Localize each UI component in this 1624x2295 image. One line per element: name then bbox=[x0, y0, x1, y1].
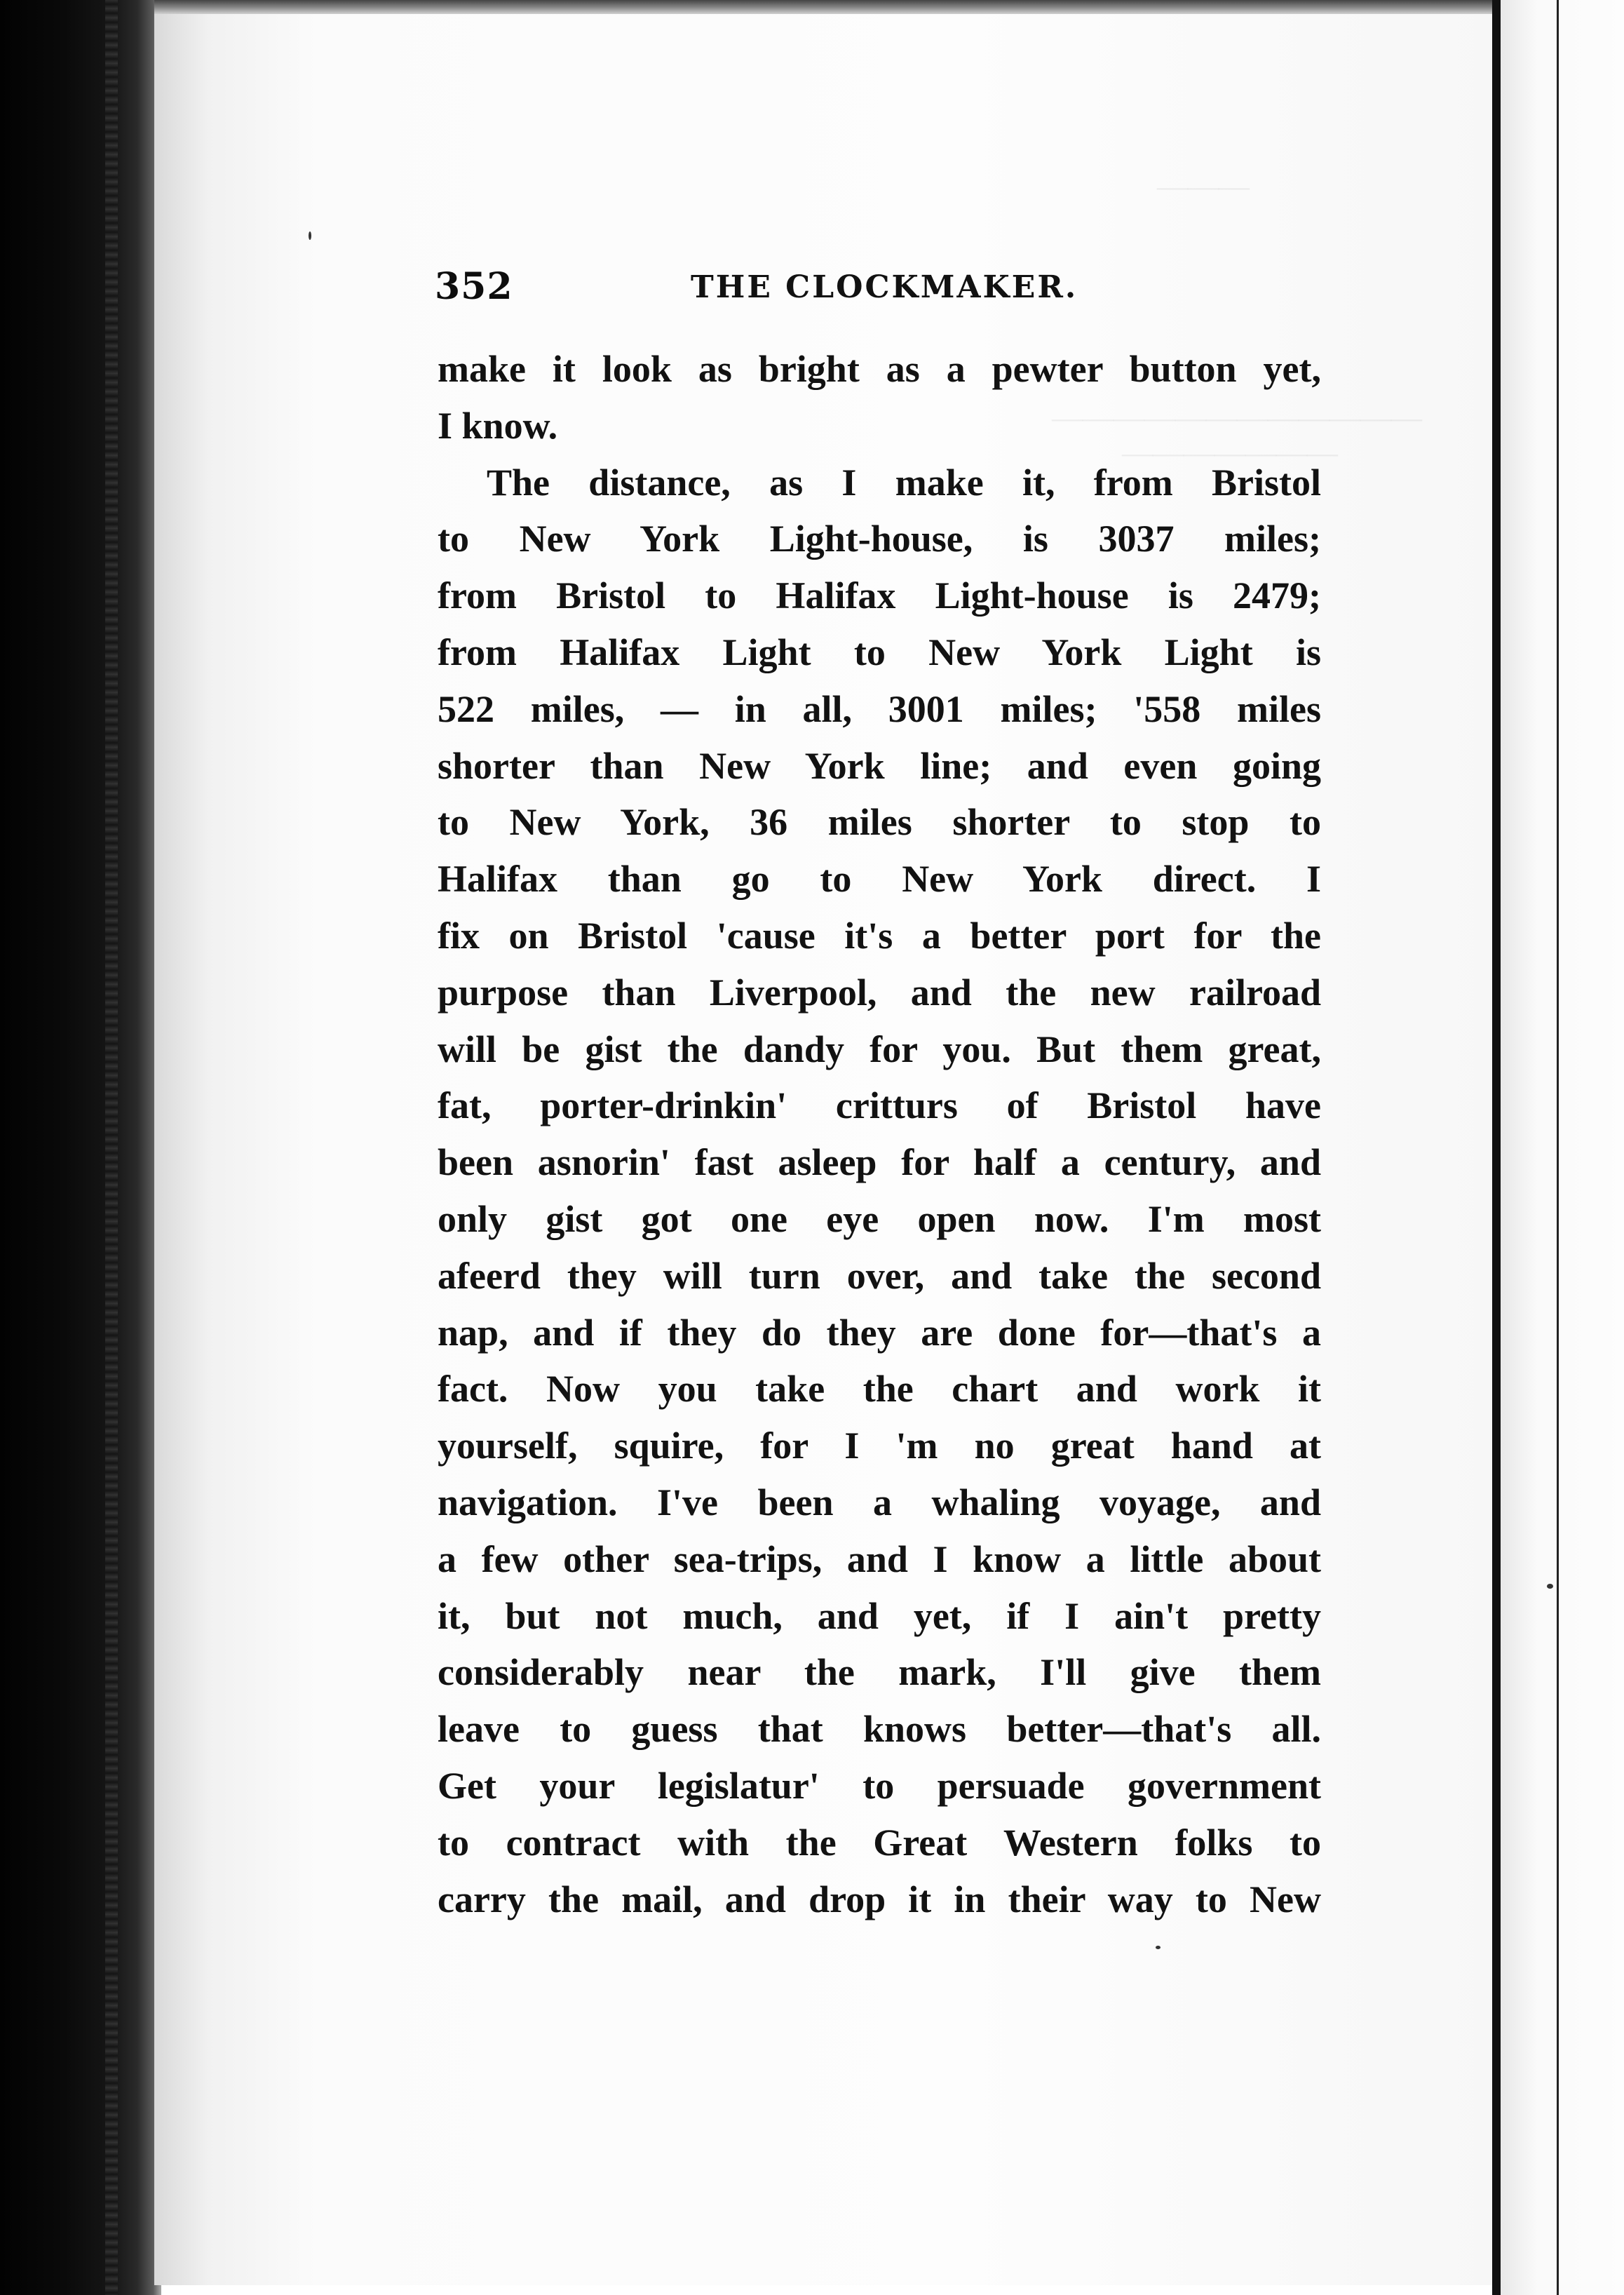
text-line: considerably near the mark, I'll give them bbox=[438, 1651, 1321, 1694]
text-line: nap, and if they do they are done for—that's a bbox=[438, 1311, 1321, 1354]
page-number: 352 bbox=[435, 265, 513, 308]
text-line: The distance, as I make it, from Bristol bbox=[487, 461, 1321, 504]
text-line: afeerd they will turn over, and take the second bbox=[438, 1254, 1321, 1297]
text-line: from Bristol to Halifax Light-house is 2479; bbox=[438, 574, 1321, 617]
text-line: shorter than New York line; and even going bbox=[438, 744, 1321, 787]
bleed-through-text: ——————— bbox=[1122, 436, 1338, 470]
text-line: to New York, 36 miles shorter to stop to bbox=[438, 801, 1321, 844]
text-line: to New York Light-house, is 3037 miles; bbox=[438, 518, 1321, 560]
scan-background-left bbox=[0, 0, 161, 2295]
text-line: from Halifax Light to New York Light is bbox=[438, 631, 1321, 673]
text-line: fact. Now you take the chart and work it bbox=[438, 1368, 1321, 1411]
text-line: yourself, squire, for I 'm no great hand at bbox=[438, 1425, 1321, 1467]
running-title: THE CLOCKMAKER. bbox=[691, 269, 1078, 305]
scan-background-right bbox=[1501, 0, 1624, 2295]
text-line: will be gist the dandy for you. But them great, bbox=[438, 1028, 1321, 1070]
text-line: a few other sea-trips, and I know a little about bbox=[438, 1537, 1321, 1580]
bleed-through-text: ——— bbox=[1157, 169, 1250, 203]
page-binding-shadow bbox=[1492, 0, 1501, 2295]
text-line: make it look as bright as a pewter button yet, bbox=[438, 348, 1321, 390]
text-line: to contract with the Great Western folks to bbox=[438, 1821, 1321, 1864]
text-line: been asnorin' fast asleep for half a century, and bbox=[438, 1141, 1321, 1184]
running-head bbox=[435, 265, 1318, 335]
text-line: fat, porter-drinkin' critturs of Bristol have bbox=[438, 1084, 1321, 1127]
scan-speck bbox=[309, 231, 311, 240]
scan-speck bbox=[1156, 1946, 1161, 1949]
text-line: leave to guess that knows better—that's all. bbox=[438, 1708, 1321, 1751]
bleed-through-text: ———————————— bbox=[1052, 401, 1422, 435]
text-line: purpose than Liverpool, and the new railroad bbox=[438, 971, 1321, 1014]
text-line: carry the mail, and drop it in their way to New bbox=[438, 1878, 1321, 1920]
scan-background-top bbox=[154, 0, 1501, 15]
text-line: fix on Bristol 'cause it's a better port for the bbox=[438, 914, 1321, 957]
body-text bbox=[438, 341, 1321, 1927]
text-line: navigation. I've been a whaling voyage, and bbox=[438, 1481, 1321, 1523]
text-line: Get your legislatur' to persuade government bbox=[438, 1764, 1321, 1807]
text-line: 522 miles, — in all, 3001 miles; '558 miles bbox=[438, 687, 1321, 730]
text-line: it, but not much, and yet, if I ain't pretty bbox=[438, 1594, 1321, 1637]
text-line: I know. bbox=[438, 404, 558, 447]
text-line: Halifax than go to New York direct. I bbox=[438, 858, 1321, 901]
scan-speck bbox=[1547, 1584, 1553, 1589]
text-line: only gist got one eye open now. I'm most bbox=[438, 1197, 1321, 1240]
